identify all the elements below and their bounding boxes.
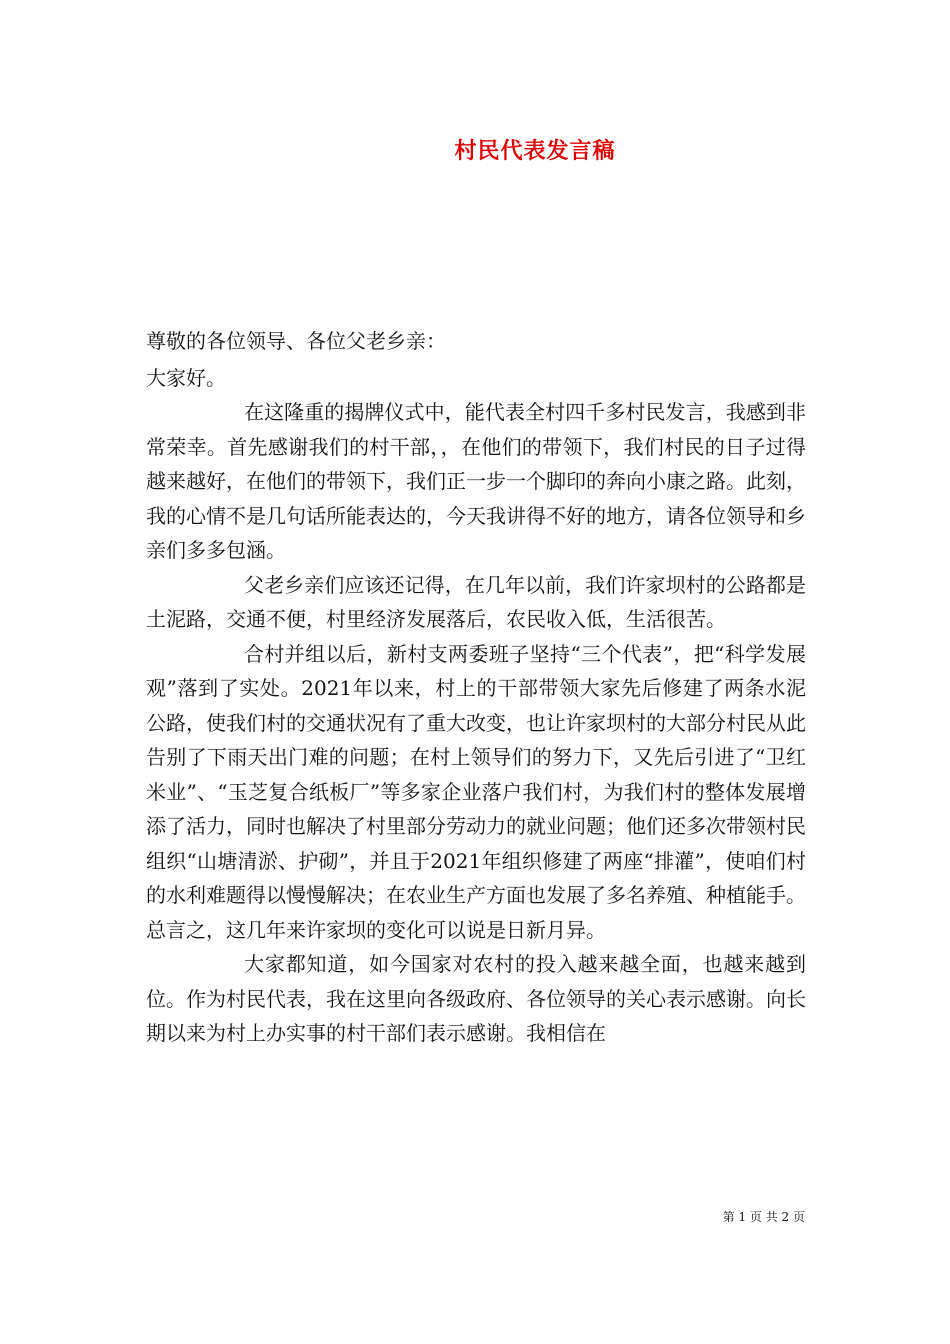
document-title: 村民代表发言稿 — [454, 138, 616, 164]
paragraph-2: 父老乡亲们应该还记得，在几年以前，我们许家坝村的公路都是土泥路，交通不便，村里经济发展落后，农民收入低，生活很苦。 — [146, 572, 806, 631]
document-body — [146, 324, 806, 1051]
greeting: 大家好。 — [146, 365, 226, 390]
paragraph-3: 合村并组以后，新村支两委班子坚持“三个代表”，把“科学发展观”落到了实处。2021年以来，村上的干部带领大家先后修建了两条水泥公路，使我们村的交通状况有了重大改变，也让许家坝村的大部分村民从此告别了下雨天出门难的问题；在村上领导们的努力下，又先后引进了“卫红米业”、“玉芝复合纸板厂”等多家企业落户我们村，为我们村的整体发展增添了活力，同时也解决了村里部分劳动力的就业问题；他们还多次带领村民组织“山塘清淤、护砌”，并且于2021年组织修建了两座“排灌”，使咱们村的水利难题得以慢慢解决；在农业生产方面也发展了多名养殖、种植能手。总言之，这几年来许家坝的变化可以说是日新月异。 — [146, 641, 806, 942]
salutation: 尊敬的各位领导、各位父老乡亲： — [146, 329, 446, 353]
paragraph-1: 在这隆重的揭牌仪式中，能代表全村四千多村民发言，我感到非常荣幸。首先感谢我们的村干部，，在他们的带领下，我们村民的日子过得越来越好，在他们的带领下，我们正一步一个脚印的奔向小康之路。此刻，我的心情不是几句话所能表达的，今天我讲得不好的地方，请各位领导和乡亲们多多包涵。 — [146, 400, 806, 562]
paragraph-4: 大家都知道，如今国家对农村的投入越来越全面，也越来越到位。作为村民代表，我在这里向各级政府、各位领导的关心表示感谢。向长期以来为村上办实事的村干部们表示感谢。我相信在 — [146, 952, 806, 1045]
page-number-footer: 第 1 页 共 2 页 — [722, 1210, 805, 1224]
